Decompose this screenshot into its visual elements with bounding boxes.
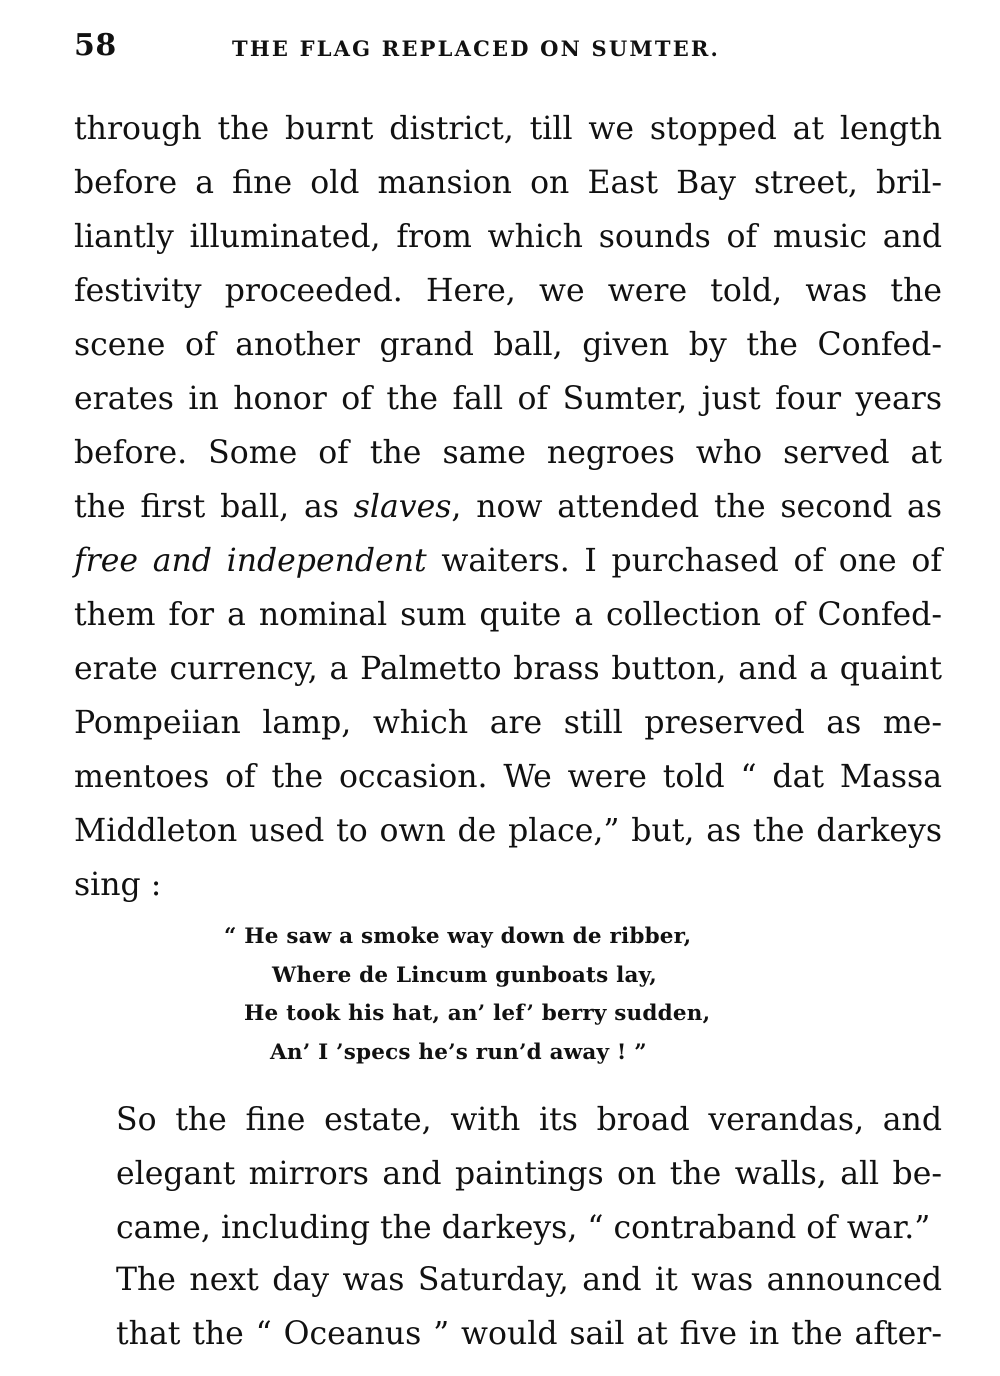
- text-segment: the first ball, as: [74, 489, 354, 525]
- page-number: 58: [74, 28, 117, 63]
- text-line: sing :: [74, 867, 162, 903]
- text-line-with-italic: [74, 480, 942, 534]
- text-line: Pompeiian lamp, which are still preserved as me-: [74, 705, 942, 741]
- text-line: before a fine old mansion on East Bay street, bril-: [74, 165, 942, 201]
- paragraph-1: [74, 102, 942, 912]
- text-line: liantly illuminated, from which sounds of music and: [74, 219, 942, 255]
- running-head: [74, 28, 940, 68]
- text-line: So the fine estate, with its broad verandas, and: [116, 1102, 942, 1138]
- text-segment: waiters. I purchased of one of: [426, 543, 942, 579]
- text-segment: , now attended the second as: [451, 489, 943, 525]
- text-line: scene of another grand ball, given by the Confed-: [74, 327, 942, 363]
- text-line: through the burnt district, till we stopped at length: [74, 111, 942, 147]
- italic-emphasis: slaves: [353, 489, 452, 525]
- verse-line: Where de Lincum gunboats lay,: [272, 962, 657, 988]
- text-line: them for a nominal sum quite a collection of Confed-: [74, 597, 942, 633]
- text-line: elegant mirrors and paintings on the walls, all be-: [116, 1156, 942, 1192]
- text-line: festivity proceeded. Here, we were told, was the: [74, 273, 942, 309]
- text-line: The next day was Saturday, and it was announced: [116, 1262, 942, 1298]
- verse-line: He took his hat, an’ lef’ berry sudden,: [244, 1001, 711, 1026]
- text-line: before. Some of the same negroes who served at: [74, 435, 942, 471]
- text-line: came, including the darkeys, “ contraband of war.”: [116, 1210, 931, 1246]
- text-line-with-italic: [74, 534, 942, 588]
- text-line: mentoes of the occasion. We were told “ dat Massa: [74, 759, 942, 795]
- text-line: erate currency, a Palmetto brass button, and a quaint: [74, 651, 942, 687]
- paragraph-2: [74, 1093, 942, 1255]
- verse-line: An’ I ’specs he’s run’d away ! ”: [270, 1039, 647, 1065]
- verse-line: “ He saw a smoke way down de ribber,: [224, 924, 692, 949]
- italic-emphasis: free and independent: [74, 543, 427, 579]
- text-line: that the “ Oceanus ” would sail at five in the after-: [116, 1316, 942, 1352]
- text-line: erates in honor of the fall of Sumter, just four years: [74, 381, 942, 417]
- running-title: THE FLAG REPLACED ON SUMTER.: [232, 36, 721, 61]
- text-line: Middleton used to own de place,” but, as the darkeys: [74, 813, 942, 849]
- paragraph-3: [74, 1253, 942, 1361]
